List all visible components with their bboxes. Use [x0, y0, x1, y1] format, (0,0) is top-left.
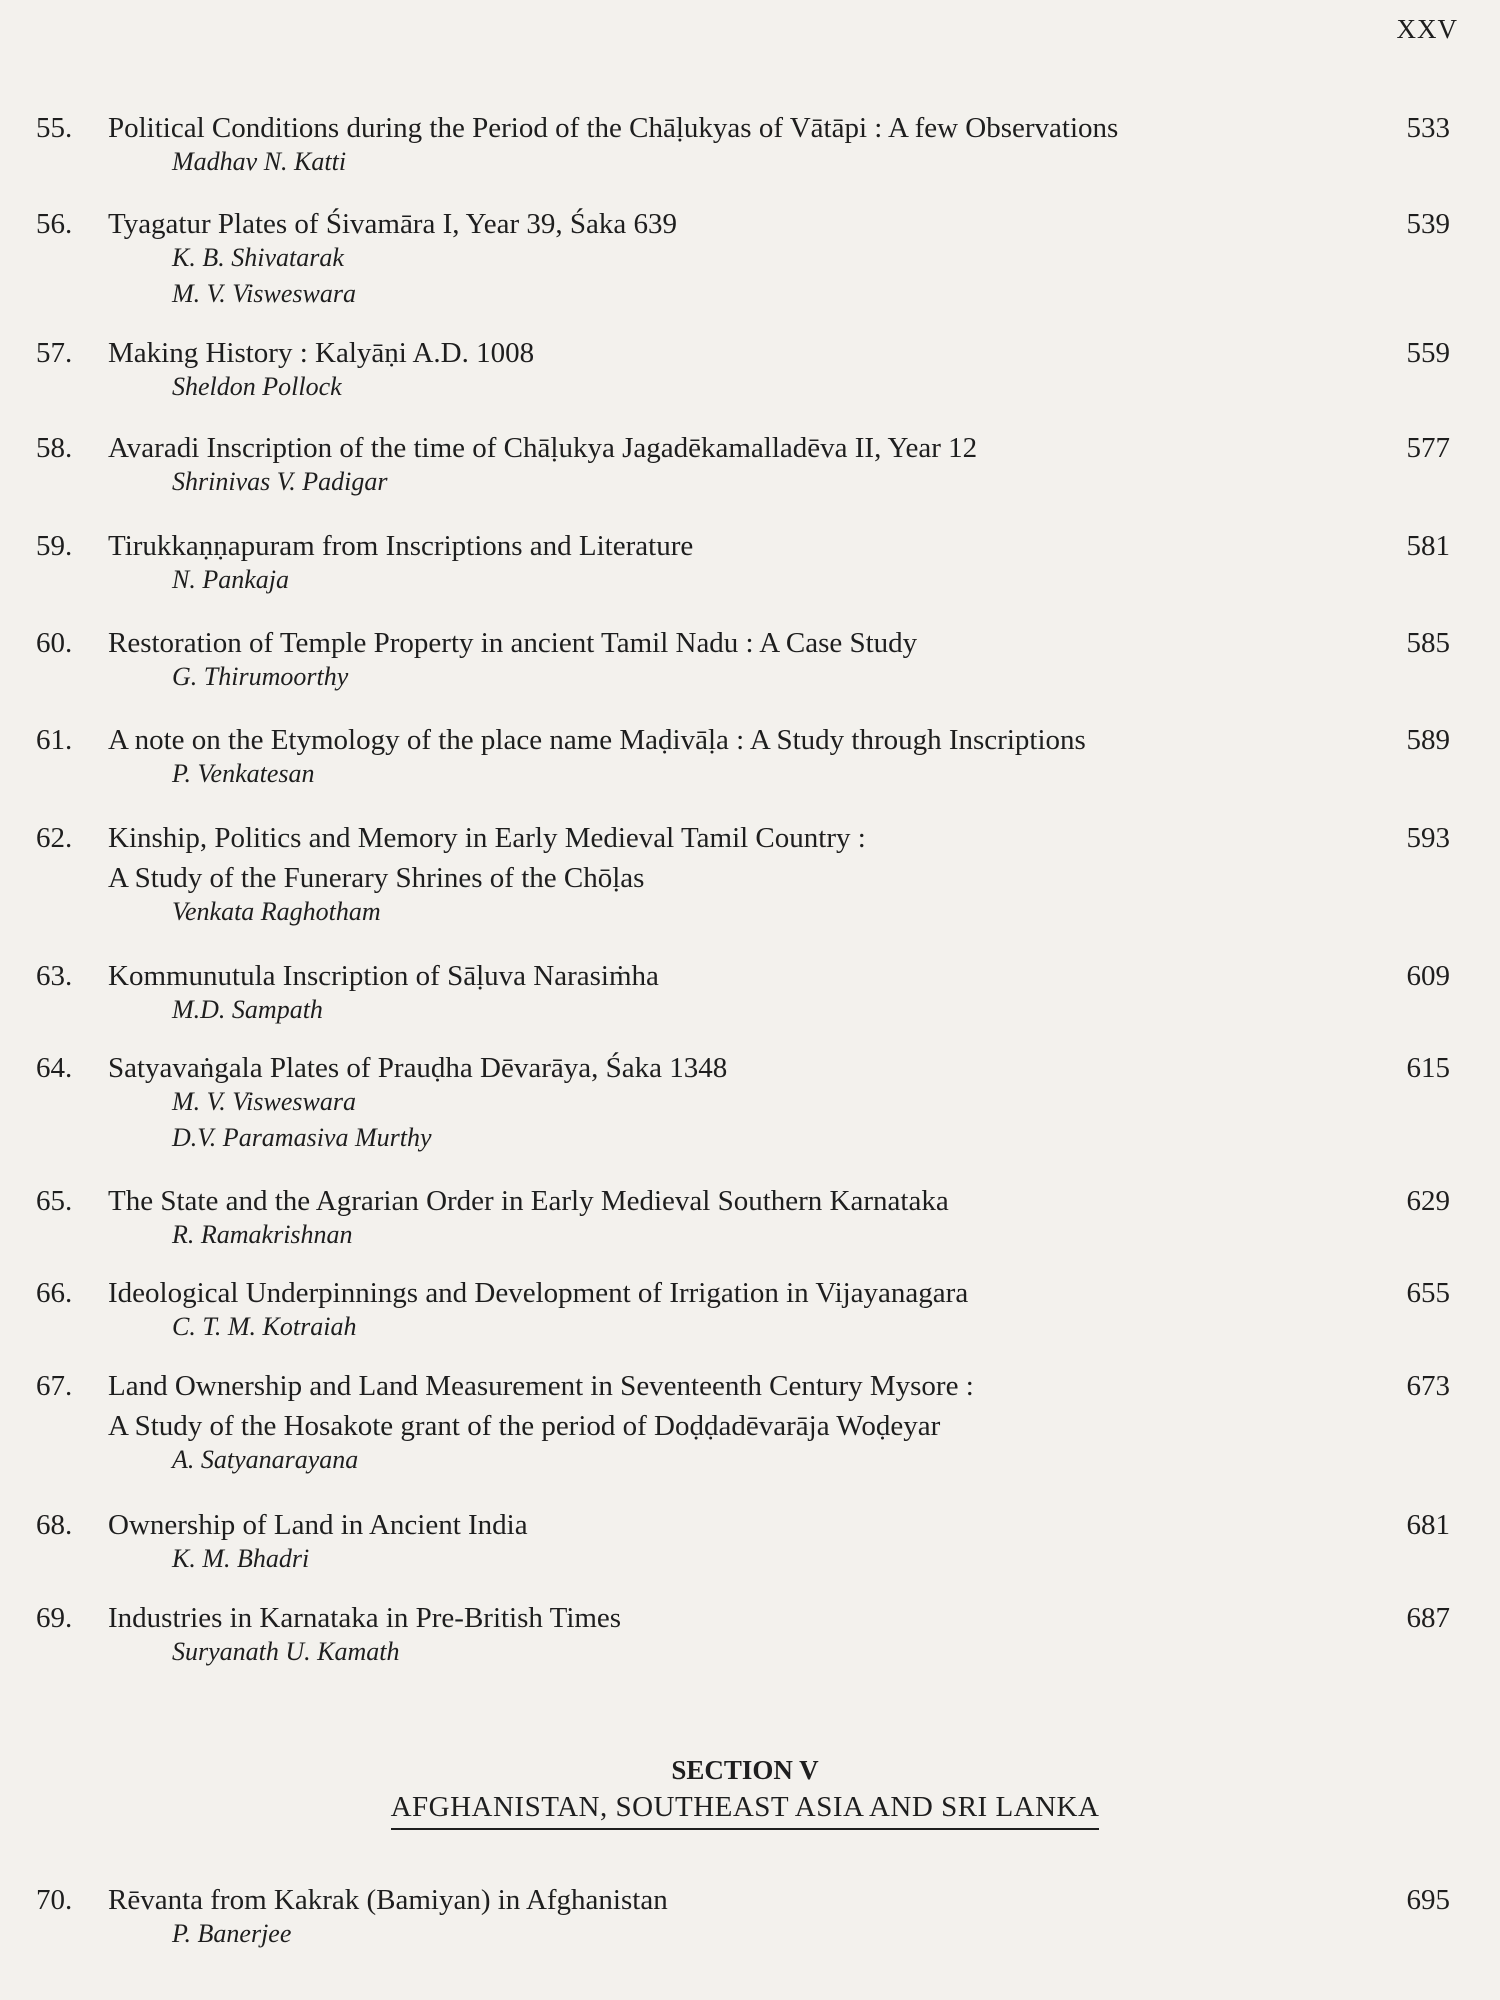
entry-title: Industries in Karnataka in Pre-British Times [108, 1602, 622, 1634]
entry-author: Sheldon Pollock [172, 372, 342, 401]
entry-title: Political Conditions during the Period of the Chāḷukyas of Vātāpi : A few Observations [108, 112, 1119, 144]
entry-number: 62. [36, 822, 73, 854]
entry-page-number: 539 [1406, 208, 1450, 240]
entry-title: Kinship, Politics and Memory in Early Medieval Tamil Country : [108, 822, 866, 854]
entry-author: Shrinivas V. Padigar [172, 467, 388, 496]
entry-page-number: 609 [1406, 960, 1450, 992]
entry-title: Satyavaṅgala Plates of Prauḍha Dēvarāya, Śaka 1348 [108, 1052, 728, 1084]
entry-author: P. Banerjee [172, 1919, 292, 1948]
entry-author: R. Ramakrishnan [172, 1220, 353, 1249]
entry-page-number: 559 [1406, 337, 1450, 369]
entry-number: 65. [36, 1185, 73, 1217]
entry-page-number: 681 [1406, 1509, 1450, 1541]
entry-title: Land Ownership and Land Measurement in Seventeenth Century Mysore : [108, 1370, 974, 1402]
entry-page-number: 629 [1406, 1185, 1450, 1217]
entry-author: Venkata Raghotham [172, 897, 381, 926]
entry-page-number: 581 [1406, 530, 1450, 562]
entry-author: M. V. Visweswara [172, 1087, 356, 1116]
entry-author: M. V. Visweswara [172, 279, 356, 308]
entry-number: 58. [36, 432, 73, 464]
entry-number: 64. [36, 1052, 73, 1084]
entry-title: A Study of the Funerary Shrines of the Chōḷas [108, 862, 645, 894]
entry-title: A note on the Etymology of the place name Maḍivāḷa : A Study through Inscriptions [108, 724, 1086, 756]
section-heading [0, 1752, 1500, 1830]
entry-author: K. B. Shivatarak [172, 243, 344, 272]
entry-author: M.D. Sampath [172, 995, 323, 1024]
entry-author: A. Satyanarayana [172, 1445, 359, 1474]
entry-title: Restoration of Temple Property in ancient Tamil Nadu : A Case Study [108, 627, 918, 659]
entry-page-number: 533 [1406, 112, 1450, 144]
entry-number: 61. [36, 724, 73, 756]
entry-number: 55. [36, 112, 73, 144]
entry-number: 68. [36, 1509, 73, 1541]
entry-number: 69. [36, 1602, 73, 1634]
entry-title: The State and the Agrarian Order in Early Medieval Southern Karnataka [108, 1185, 949, 1217]
entry-number: 67. [36, 1370, 73, 1402]
entry-title: A Study of the Hosakote grant of the period of Doḍḍadēvarāja Woḍeyar [108, 1410, 941, 1442]
entry-number: 66. [36, 1277, 73, 1309]
entry-number: 59. [36, 530, 73, 562]
entry-title: Tyagatur Plates of Śivamāra I, Year 39, Śaka 639 [108, 208, 677, 240]
entry-title: Ideological Underpinnings and Development of Irrigation in Vijayanagara [108, 1277, 969, 1309]
entry-author: Suryanath U. Kamath [172, 1637, 400, 1666]
entry-author: C. T. M. Kotraiah [172, 1312, 357, 1341]
entry-page-number: 687 [1406, 1602, 1450, 1634]
entry-author: D.V. Paramasiva Murthy [172, 1123, 432, 1152]
entry-page-number: 673 [1406, 1370, 1450, 1402]
entry-title: Ownership of Land in Ancient India [108, 1509, 528, 1541]
entry-page-number: 585 [1406, 627, 1450, 659]
entry-title: Rēvanta from Kakrak (Bamiyan) in Afghanistan [108, 1884, 668, 1916]
section-title: AFGHANISTAN, SOUTHEAST ASIA AND SRI LANKA [391, 1788, 1100, 1830]
entry-title: Avaradi Inscription of the time of Chāḷukya Jagadēkamalladēva II, Year 12 [108, 432, 978, 464]
entry-author: Madhav N. Katti [172, 147, 347, 176]
entry-page-number: 695 [1406, 1884, 1450, 1916]
entry-page-number: 655 [1406, 1277, 1450, 1309]
entry-page-number: 577 [1406, 432, 1450, 464]
page-number: XXV [1396, 14, 1458, 44]
entry-number: 57. [36, 337, 73, 369]
entry-title: Kommunutula Inscription of Sāḷuva Narasiṁha [108, 960, 659, 992]
entry-author: P. Venkatesan [172, 759, 315, 788]
entry-number: 56. [36, 208, 73, 240]
entry-number: 60. [36, 627, 73, 659]
entry-page-number: 615 [1406, 1052, 1450, 1084]
section-label: SECTION V [671, 1755, 819, 1785]
entry-page-number: 593 [1406, 822, 1450, 854]
entry-page-number: 589 [1406, 724, 1450, 756]
entry-author: K. M. Bhadri [172, 1544, 310, 1573]
entry-number: 63. [36, 960, 73, 992]
entry-title: Making History : Kalyāṇi A.D. 1008 [108, 337, 535, 369]
entry-author: N. Pankaja [172, 565, 289, 594]
entry-number: 70. [36, 1884, 73, 1916]
entry-title: Tirukkaṇṇapuram from Inscriptions and Literature [108, 530, 694, 562]
entry-author: G. Thirumoorthy [172, 662, 349, 691]
